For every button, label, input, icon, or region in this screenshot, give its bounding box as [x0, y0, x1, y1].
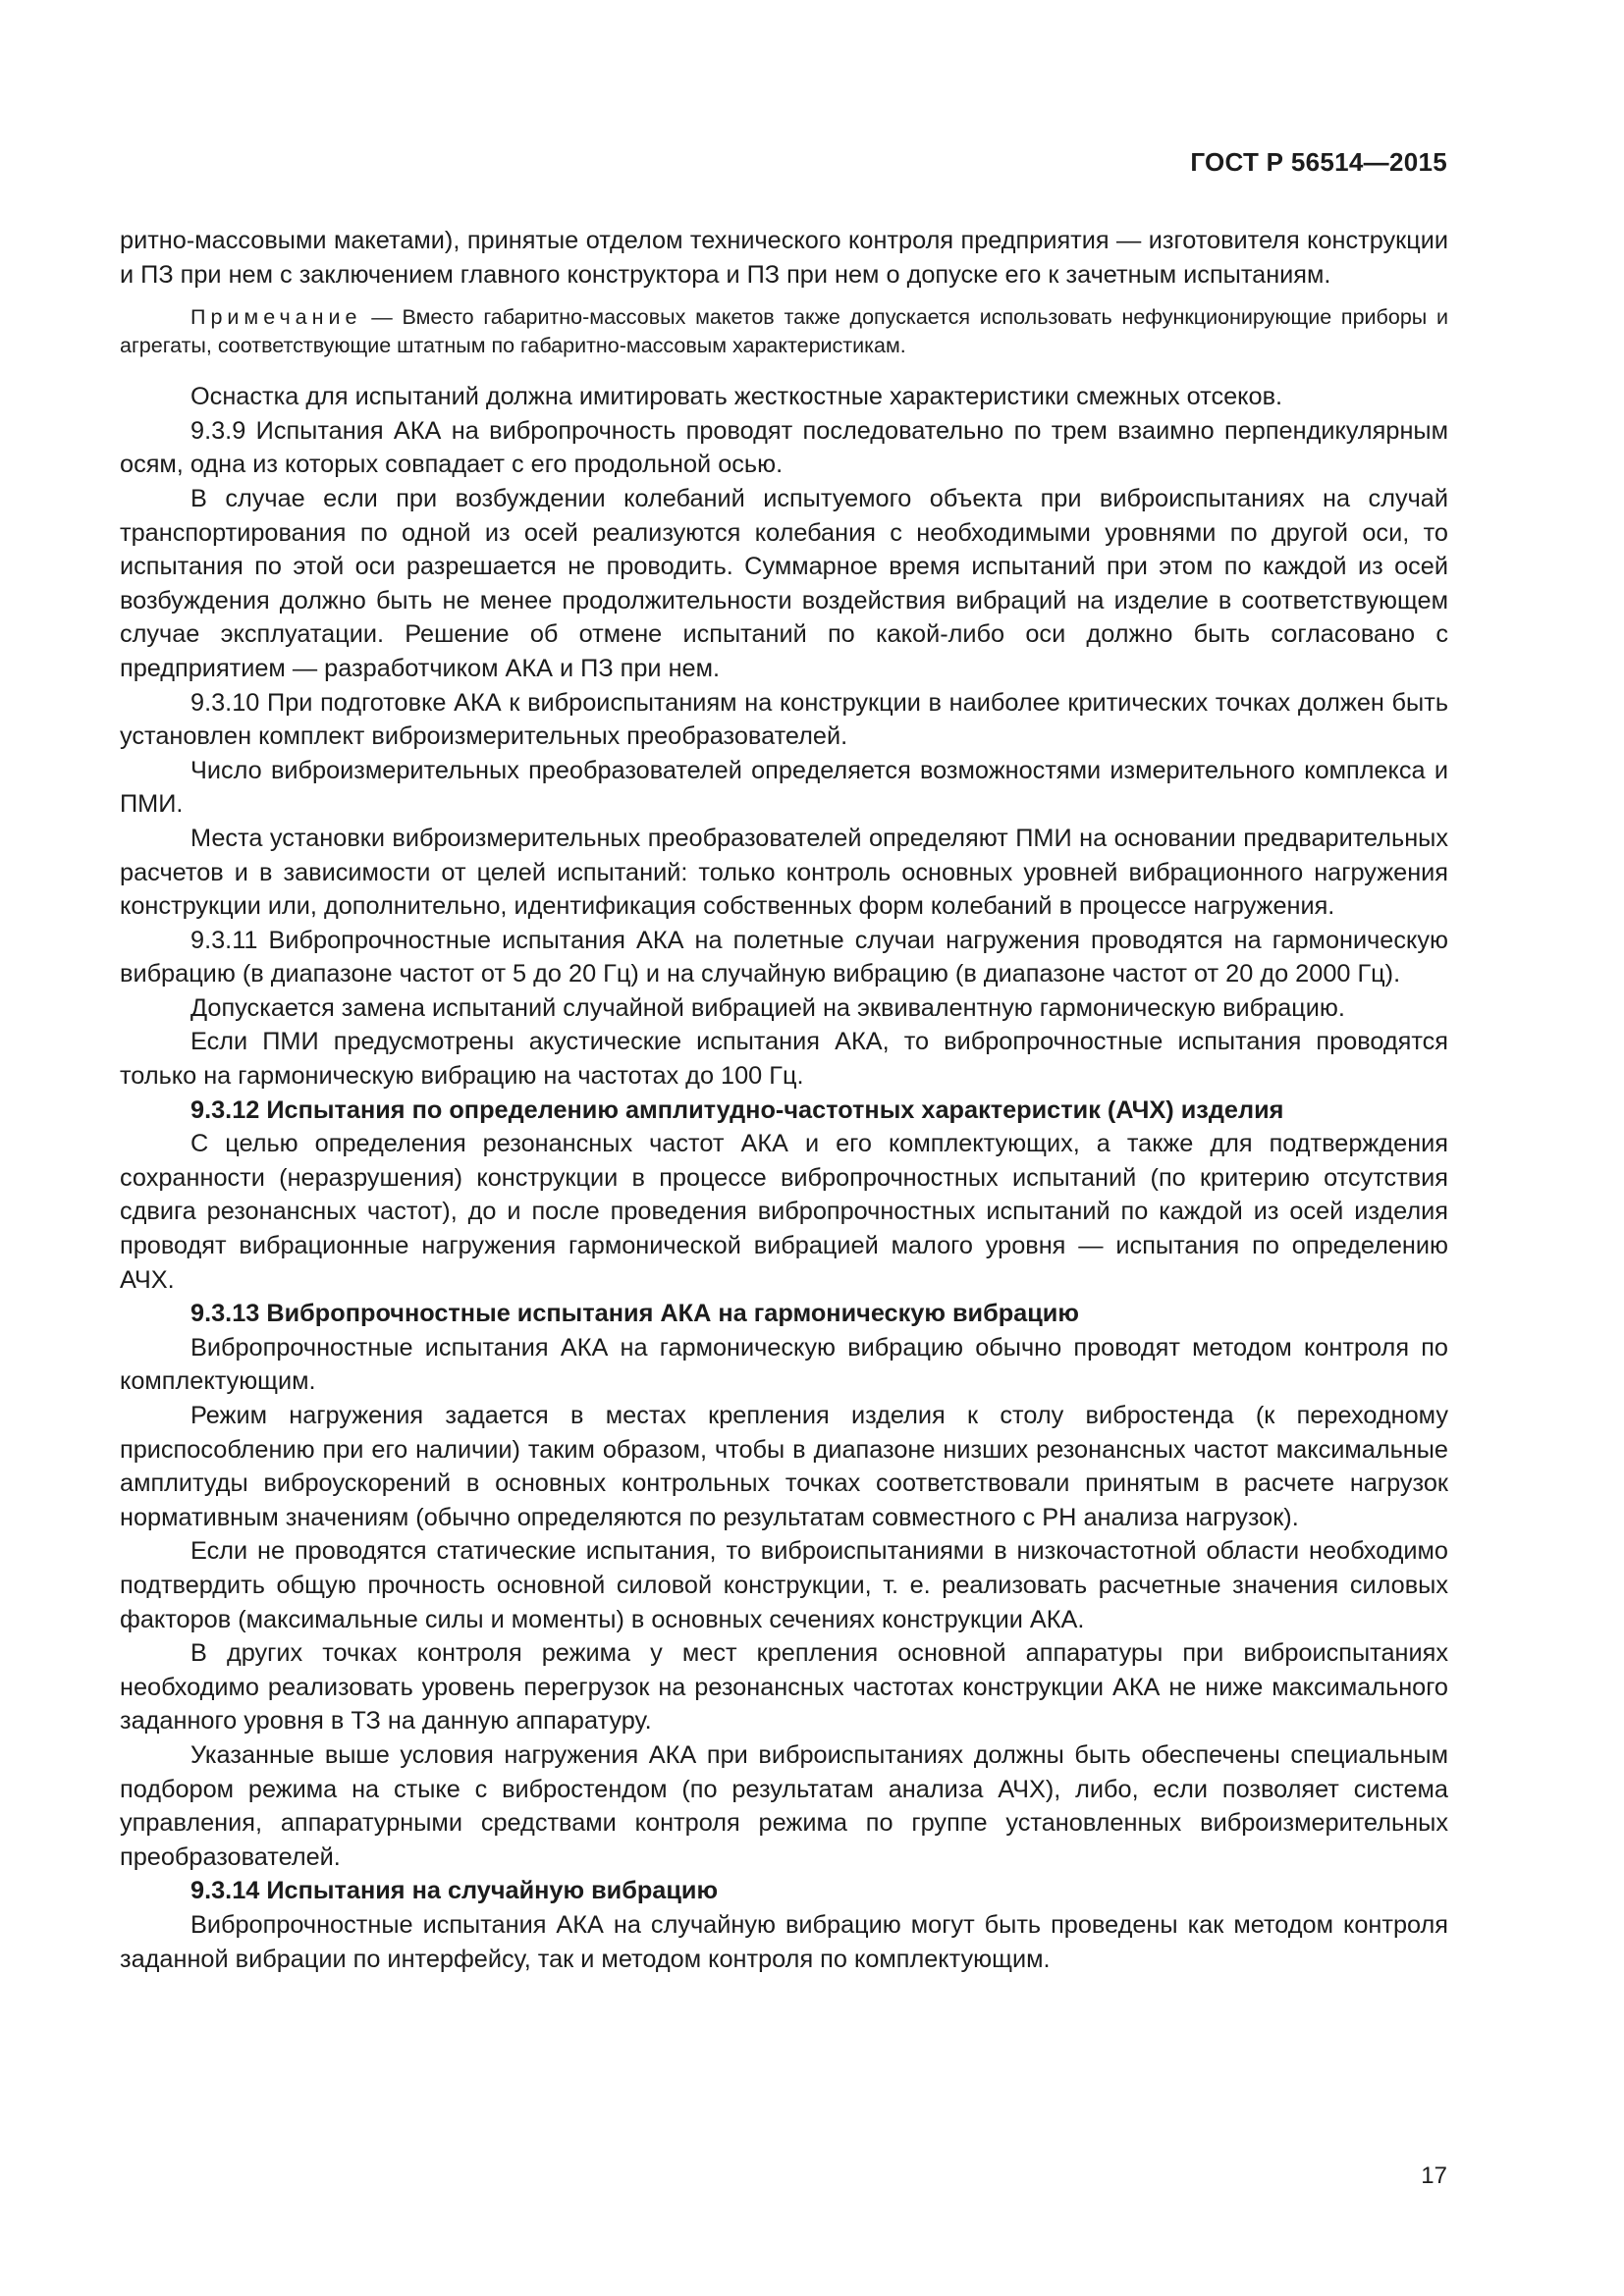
paragraph: Места установки виброизмерительных преобразователей определяют ПМИ на основании предварительных расчетов и в зависимости от целей испытаний: только контроль основных уровней вибрационного нагружения конструкции или, дополнительно, идентификация собственных форм колебаний в процессе нагружения.	[120, 824, 1448, 921]
paragraph: Вибропрочностные испытания АКА на случайную вибрацию могут быть проведены как методом контроля заданной вибрации по интерфейсу, так и методом контроля по комплектующим.	[120, 1910, 1448, 1973]
paragraph: Число виброизмерительных преобразователей определяется возможностями измерительного комплекса и ПМИ.	[120, 756, 1448, 819]
paragraph: 9.3.9 Испытания АКА на вибропрочность проводят последовательно по трем взаимно перпендикулярным осям, одна из которых совпадает с его продольной осью.	[120, 416, 1448, 479]
document-body	[120, 224, 1448, 1976]
paragraph: С целью определения резонансных частот АКА и его комплектующих, а также для подтверждения сохранности (неразрушения) конструкции в процессе вибропрочностных испытаний (по критерию отсутствия сдвига резонансных частот), до и после проведения вибропрочностных испытаний по каждой из осей изделия проводят вибрационные нагружения гармонической вибрацией малого уровня — испытания по определению АЧХ.	[120, 1130, 1448, 1294]
section-heading: 9.3.14 Испытания на случайную вибрацию	[190, 1877, 719, 1905]
note	[120, 303, 1448, 360]
paragraph: В случае если при возбуждении колебаний испытуемого объекта при виброиспытаниях на случай транспортирования по одной из осей реализуются колебания с необходимыми уровнями по другой оси, то испытания по этой оси разрешается не проводить. Суммарное время испытаний при этом по каждой из осей возбуждения должно быть не менее продолжительности воздействия вибраций на изделие в соответствующем случае эксплуатации. Решение об отмене испытаний по какой-либо оси должно быть согласовано с предприятием — разработчиком АКА и ПЗ при нем.	[120, 484, 1448, 682]
paragraph: Оснастка для испытаний должна имитировать жесткостные характеристики смежных отсеков.	[190, 383, 1283, 411]
paragraph: В других точках контроля режима у мест крепления основной аппаратуры при виброиспытаниях необходимо реализовать уровень перегрузок на резонансных частотах конструкции АКА не ниже максимального заданного уровня в ТЗ на данную аппаратуру.	[120, 1639, 1448, 1735]
paragraph: ритно-массовыми макетами), принятые отделом технического контроля предприятия — изготовителя конструкции и ПЗ при нем с заключением главного конструктора и ПЗ при нем о допуске его к зачетным испытаниям.	[120, 227, 1448, 289]
paragraph: 9.3.11 Вибропрочностные испытания АКА на полетные случаи нагружения проводятся на гармоническую вибрацию (в диапазоне частот от 5 до 20 Гц) и на случайную вибрацию (в диапазоне частот от 20 до 2000 Гц).	[120, 926, 1448, 988]
paragraph: Вибропрочностные испытания АКА на гармоническую вибрацию обычно проводят методом контроля по комплектующим.	[120, 1333, 1448, 1396]
paragraph: Режим нагружения задается в местах крепления изделия к столу вибростенда (к переходному приспособлению при его наличии) таким образом, чтобы в диапазоне низших резонансных частот максимальные амплитуды виброускорений в основных контрольных точках соответствовали принятым в расчете нагрузок нормативным значениям (обычно определяются по результатам совместного с РН анализа нагрузок).	[120, 1402, 1448, 1531]
document-header: ГОСТ Р 56514—2015	[1190, 147, 1447, 177]
note-text: — Вместо габаритно-массовых макетов также допускается использовать нефункционирующие приборы и агрегаты, соответствующие штатным по габаритно-массовым характеристикам.	[120, 305, 1448, 358]
page-number: 17	[1421, 2163, 1447, 2189]
paragraph: Допускается замена испытаний случайной вибрацией на эквивалентную гармоническую вибрацию.	[190, 993, 1345, 1022]
paragraph: Если не проводятся статические испытания, то виброиспытаниями в низкочастотной области необходимо подтвердить общую прочность основной силовой конструкции, т. е. реализовать расчетные значения силовых факторов (максимальные силы и моменты) в основных сечениях конструкции АКА.	[120, 1537, 1448, 1633]
paragraph: 9.3.10 При подготовке АКА к виброиспытаниям на конструкции в наиболее критических точках должен быть установлен комплект виброизмерительных преобразователей.	[120, 688, 1448, 751]
note-label: Примечание	[190, 305, 362, 330]
section-heading: 9.3.13 Вибропрочностные испытания АКА на гармоническую вибрацию	[190, 1300, 1079, 1328]
paragraph: Если ПМИ предусмотрены акустические испытания АКА, то вибропрочностные испытания проводятся только на гармоническую вибрацию на частотах до 100 Гц.	[120, 1028, 1448, 1091]
section-heading: 9.3.12 Испытания по определению амплитудно-частотных характеристик (АЧХ) изделия	[190, 1095, 1284, 1124]
paragraph: Указанные выше условия нагружения АКА при виброиспытаниях должны быть обеспечены специальным подбором режима на стыке с вибростендом (по результатам анализа АЧХ), либо, если позволяет система управления, аппаратурными средствами контроля режима по группе установленных виброизмерительных преобразователей.	[120, 1740, 1448, 1871]
